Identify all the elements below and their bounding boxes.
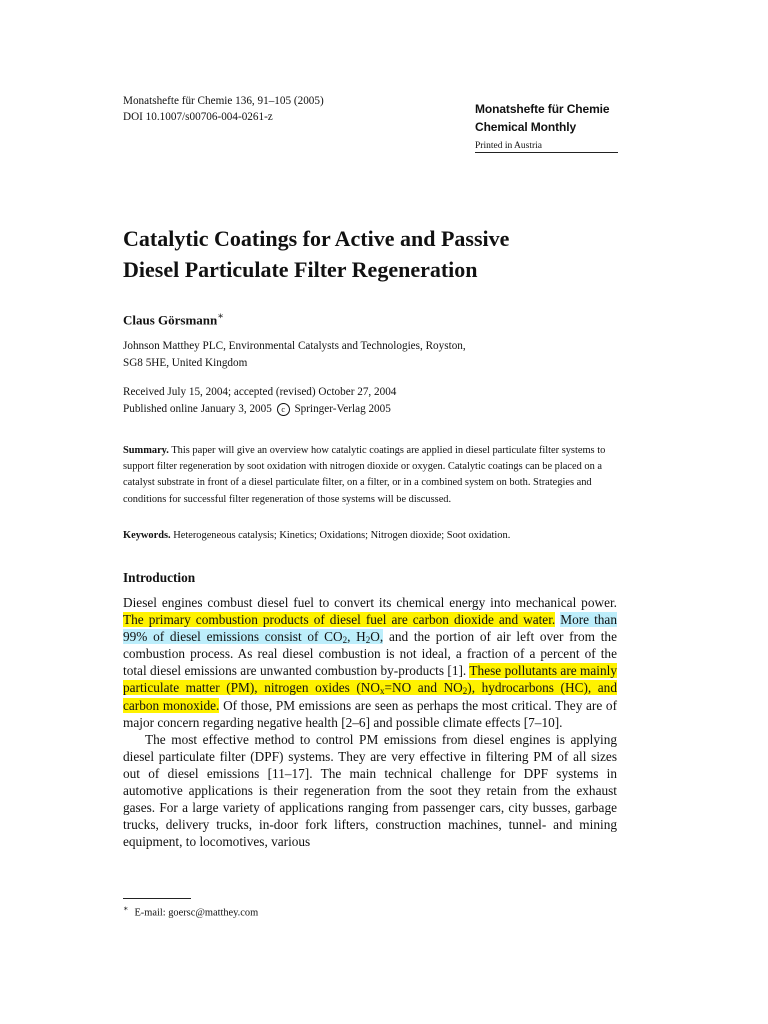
summary-paragraph xyxy=(123,443,617,508)
footnote xyxy=(123,904,258,918)
copyright-icon: c xyxy=(277,403,290,416)
keywords-paragraph xyxy=(123,528,617,544)
section-heading-introduction: Introduction xyxy=(123,570,196,585)
affiliation xyxy=(123,338,623,372)
author-name xyxy=(123,311,224,328)
text-fragment: =NO and NO xyxy=(384,680,463,696)
author-email-link[interactable]: E-mail: goersc@matthey.com xyxy=(134,907,259,919)
sentence: Of those, PM emissions are seen as perhaps the most critical. They are of major concern regarding negative health [2–6] and possible climate effects [7–10]. xyxy=(123,697,618,730)
text-fragment: More than 99% of diesel emissions consist of CO xyxy=(123,612,617,645)
publication-dates xyxy=(123,384,623,418)
published-date: Published online January 3, 2005 xyxy=(123,403,272,415)
text-fragment: O, xyxy=(370,629,384,645)
introduction-body xyxy=(123,594,617,850)
keywords-text: Heterogeneous catalysis; Kinetics; Oxidations; Nitrogen dioxide; Soot oxidation. xyxy=(173,530,511,541)
received-line: Received July 15, 2004; accepted (revised) October 27, 2004 xyxy=(123,386,397,398)
text-fragment: ), hydrocarbons (HC), and carbon monoxide. xyxy=(123,680,617,713)
keywords-label: Keywords. xyxy=(123,530,171,541)
subscript: 2 xyxy=(462,686,468,697)
sentence: and the portion of air left over from the combustion process. As real diesel combustion is not ideal, a fraction of a percent of the total diesel emissions are unwanted combustion by-products [1]. xyxy=(123,629,617,679)
journal-name-english: Chemical Monthly xyxy=(475,120,577,134)
publisher: Springer-Verlag 2005 xyxy=(294,403,391,415)
citation-block xyxy=(123,93,324,125)
author-footnote-mark: ∗ xyxy=(217,311,225,322)
journal-name: Monatshefte für Chemie xyxy=(475,102,610,116)
paragraph: The most effective method to control PM emissions from diesel engines is applying diesel particulate filter (DPF) systems. They are very effective in filtering PM of all sizes out of diesel emissions [11–17]. The main technical challenge for DPF systems in automotive applications is their regeneration from the soot they retain from the exhaust gases. For a large variety of applications ranging from passenger cars, city busses, garbage trucks, delivery trucks, in-door fork lifters, construction machines, tunnel- and mining equipment, to locomotives, various xyxy=(123,731,617,850)
summary-label: Summary. xyxy=(123,445,169,456)
affiliation-line: SG8 5HE, United Kingdom xyxy=(123,357,248,369)
footnote-rule xyxy=(123,898,191,899)
subscript: x xyxy=(380,686,385,697)
printed-location: Printed in Austria xyxy=(475,141,543,151)
citation-line: Monatshefte für Chemie 136, 91–105 (2005) xyxy=(123,95,324,107)
subscript: 2 xyxy=(365,635,371,646)
title-line: Catalytic Coatings for Active and Passive xyxy=(123,226,510,251)
highlighted-text: The primary combustion products of diesel fuel are carbon dioxide and water. xyxy=(123,612,556,628)
sentence: Diesel engines combust diesel fuel to convert its chemical energy into mechanical power. xyxy=(123,595,617,610)
text-fragment: , H xyxy=(347,629,366,645)
title-line: Diesel Particulate Filter Regeneration xyxy=(123,257,478,282)
paragraph xyxy=(123,594,617,731)
published-line xyxy=(123,401,623,418)
article-title xyxy=(123,223,623,285)
author-text: Claus Görsmann xyxy=(123,312,218,328)
doi-line: DOI 10.1007/s00706-004-0261-z xyxy=(123,111,273,123)
text-fragment: These pollutants are mainly particulate matter (PM), nitrogen oxides (NO xyxy=(123,663,617,696)
affiliation-line: Johnson Matthey PLC, Environmental Catalysts and Technologies, Royston, xyxy=(123,340,466,352)
footnote-mark: ∗ xyxy=(123,904,129,913)
masthead-rule xyxy=(475,152,618,153)
subscript: 2 xyxy=(342,635,348,646)
journal-masthead xyxy=(475,100,618,153)
summary-text: This paper will give an overview how catalytic coatings are applied in diesel particulate filter systems to support filter regeneration by soot oxidation with nitrogen dioxide or oxygen. Catalytic coatings can be placed on a catalyst substrate in front of a diesel particulate filter, on a filter, or in a combined system on both. Strategies and conditions for successful filter regeneration of those systems will be discussed. xyxy=(123,445,606,505)
